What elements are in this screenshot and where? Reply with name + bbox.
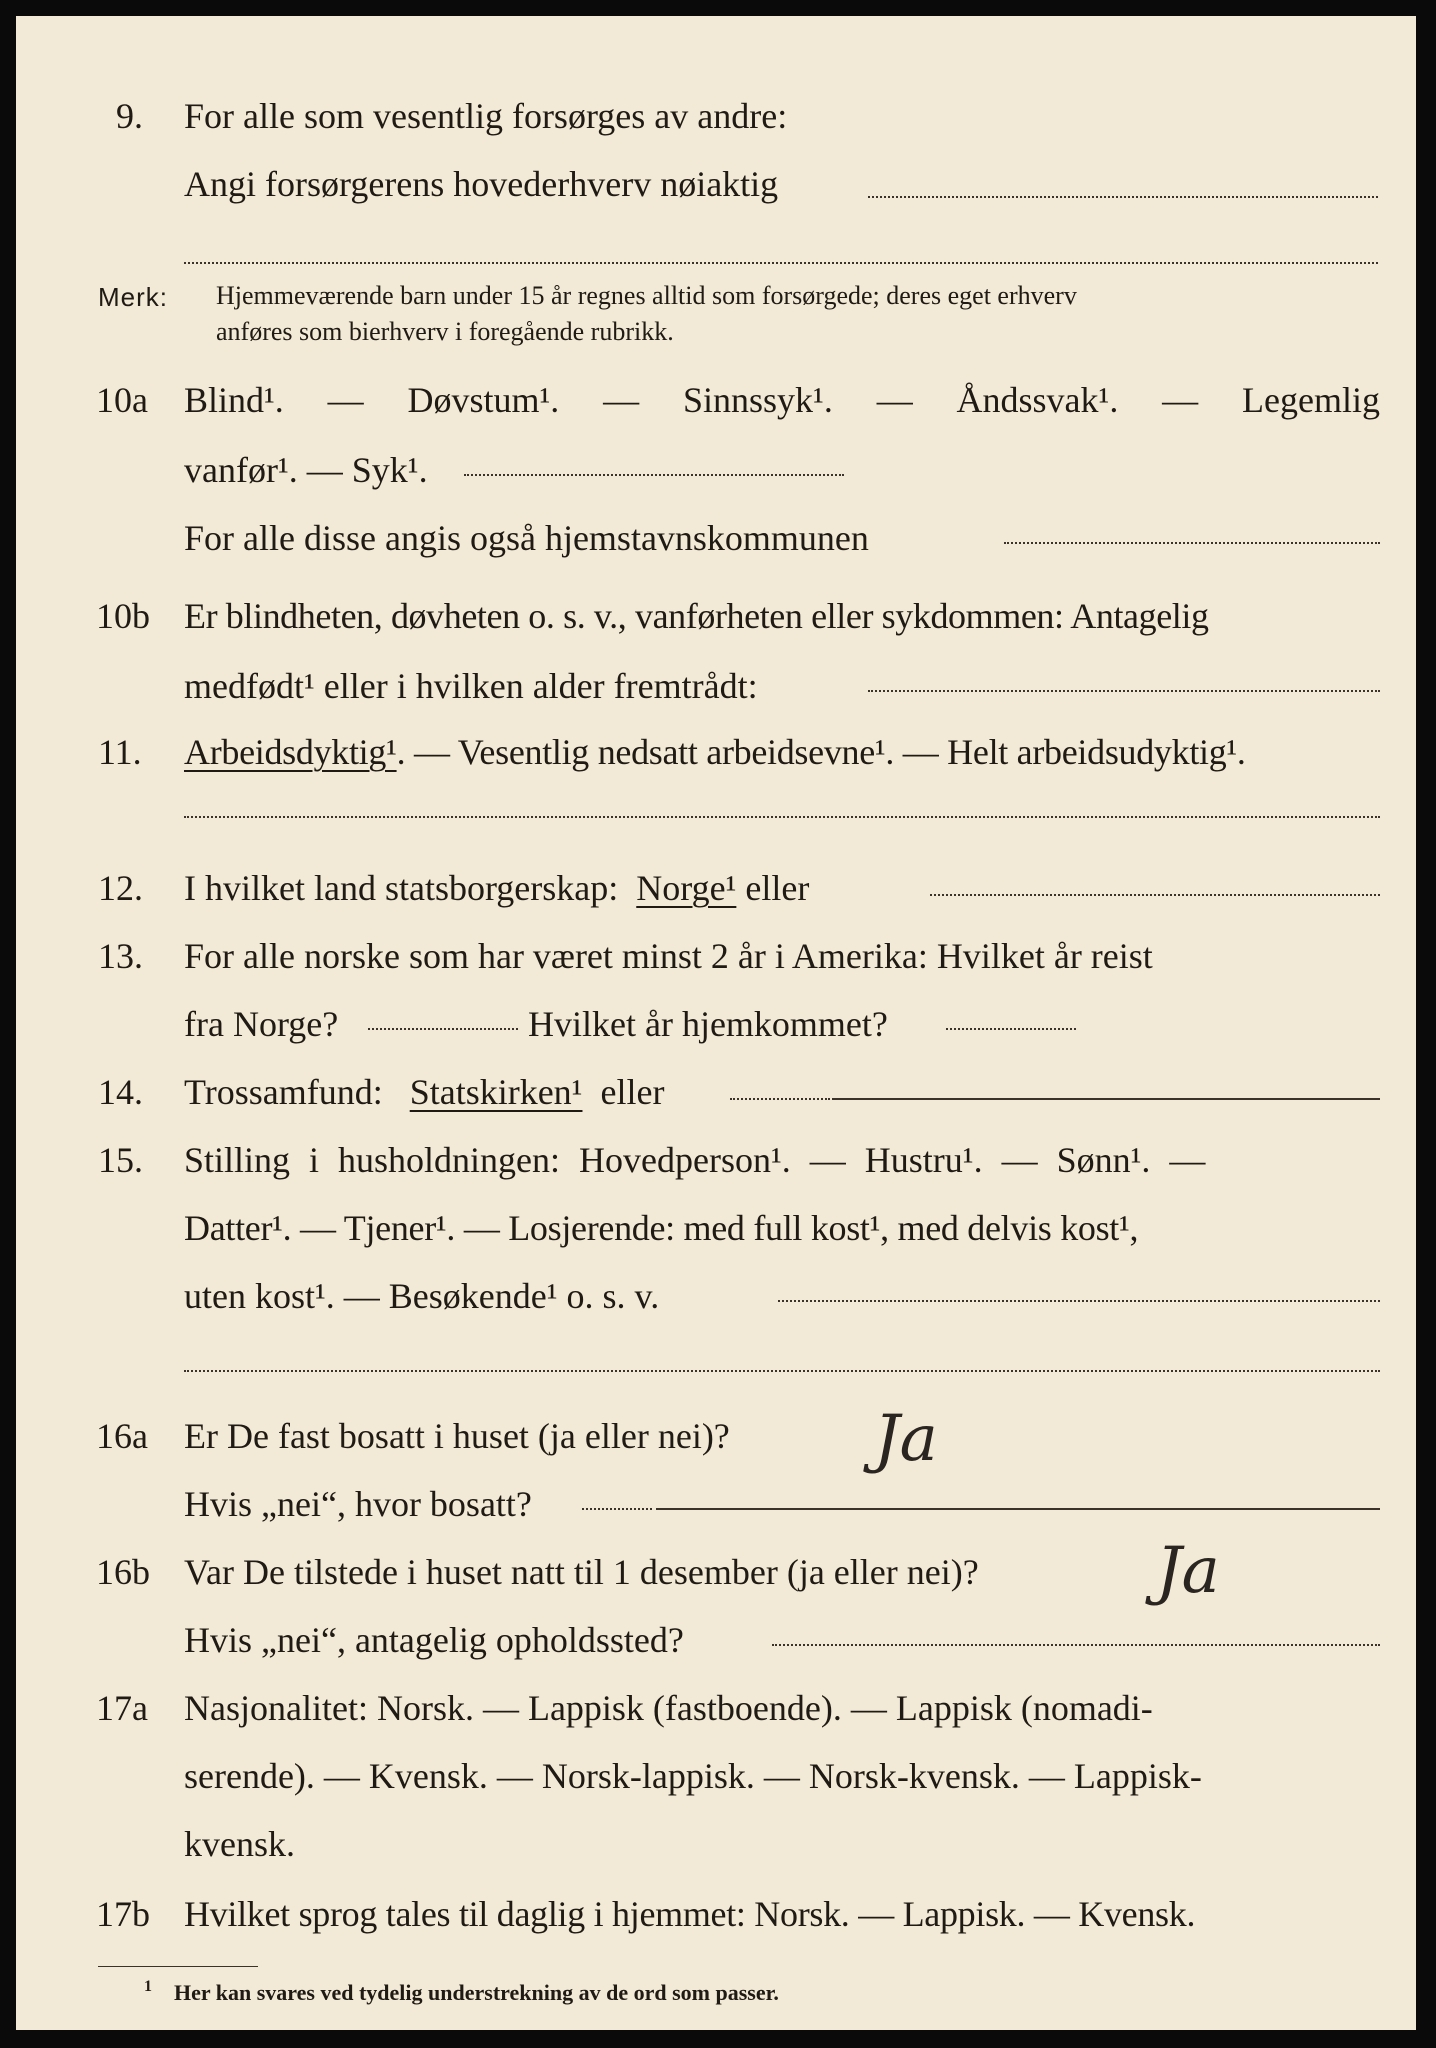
q10a-line2: vanfør¹. — Syk¹. — [184, 450, 428, 490]
q15-line3: uten kost¹. — Besøkende¹ o. s. v. — [184, 1276, 660, 1316]
q13-reist-field[interactable] — [368, 1028, 518, 1030]
q16a-answer-handwriting: Ja — [874, 1402, 938, 1476]
merk-line2: anføres som bierhverv i foregående rubrikk. — [216, 317, 674, 347]
q17a-line2: serende). — Kvensk. — Norsk-lappisk. — Norsk-kvensk. — Lappisk- — [184, 1756, 1202, 1796]
q16b-line1: Var De tilstede i huset natt til 1 desember (ja eller nei)? — [184, 1552, 979, 1592]
q15-line1: Stilling i husholdningen: Hovedperson¹. — Hustru¹. — Sønn¹. — — [184, 1140, 1206, 1180]
q10a-dash: — — [603, 380, 640, 420]
q10a-dash: — — [876, 380, 913, 420]
q14-line — [184, 1074, 664, 1110]
q16a-bosatt-line — [656, 1508, 1380, 1510]
q16b-answer-handwriting: Ja — [1156, 1534, 1220, 1608]
q10a-option-dovstum[interactable]: Døvstum¹. — [407, 380, 560, 420]
q17a-line1: Nasjonalitet: Norsk. — Lappisk (fastboende). — Lappisk (nomadi- — [184, 1688, 1153, 1728]
q14-trossamfund-line — [832, 1098, 1380, 1100]
q10a-option-blind[interactable]: Blind¹. — [184, 380, 284, 420]
q9-answer-field-2[interactable] — [184, 262, 1378, 264]
q10a-dash: — — [327, 380, 364, 420]
q17b-line1: Hvilket sprog tales til daglig i hjemmet: Norsk. — Lappisk. — Kvensk. — [184, 1894, 1196, 1934]
q10a-option-andssvak[interactable]: Åndssvak¹. — [956, 380, 1119, 420]
q13-line1: For alle norske som har været minst 2 år i Amerika: Hvilket år reist — [184, 936, 1153, 976]
q17b-number: 17b — [96, 1894, 150, 1934]
q12-suffix: eller — [745, 868, 810, 908]
q10a-syk-field[interactable] — [464, 474, 844, 476]
q13-line2b: Hvilket år hjemkommet? — [528, 1004, 888, 1044]
q12-option-norge[interactable]: Norge¹ — [636, 868, 737, 908]
q10b-line2: medfødt¹ eller i hvilken alder fremtrådt: — [184, 666, 758, 706]
q9-line1: For alle som vesentlig forsørges av andre: — [184, 96, 788, 136]
q11-line — [184, 734, 1246, 770]
q9-answer-field[interactable] — [868, 196, 1378, 198]
q11-number: 11. — [98, 732, 142, 772]
q16b-number: 16b — [96, 1552, 150, 1592]
q9-number: 9. — [116, 96, 143, 136]
q12-number: 12. — [98, 868, 143, 908]
q14-option-statskirken[interactable]: Statskirken¹ — [409, 1072, 583, 1112]
q10b-number: 10b — [96, 596, 150, 636]
q15-stilling-field-2[interactable] — [184, 1370, 1380, 1372]
q15-stilling-field[interactable] — [778, 1300, 1380, 1302]
q13-hjemkommet-field[interactable] — [946, 1028, 1076, 1030]
q10b-alder-field[interactable] — [868, 690, 1380, 692]
q10a-line1 — [184, 382, 1380, 418]
q10a-option-sinnssyk[interactable]: Sinnssyk¹. — [683, 380, 833, 420]
q16b-line2: Hvis „nei“, antagelig opholdssted? — [184, 1620, 684, 1660]
q12-prefix: I hvilket land statsborgerskap: — [184, 868, 619, 908]
census-form-page — [16, 16, 1416, 2030]
q12-line — [184, 870, 809, 906]
q14-number: 14. — [98, 1072, 143, 1112]
q11-rest: . — Vesentlig nedsatt arbeidsevne¹. — Helt arbeidsudyktig¹. — [396, 732, 1246, 772]
q12-land-field[interactable] — [930, 894, 1380, 896]
q14-suffix: eller — [600, 1072, 665, 1112]
footnote-rule — [98, 1966, 258, 1967]
footnote-text: Her kan svares ved tydelig understrekning av de ord som passer. — [174, 1980, 779, 2005]
q15-line2: Datter¹. — Tjener¹. — Losjerende: med full kost¹, med delvis kost¹, — [184, 1208, 1139, 1248]
q10a-line3: For alle disse angis også hjemstavnskommunen — [184, 518, 869, 558]
q11-answer-field[interactable] — [184, 816, 1380, 818]
merk-note — [216, 278, 1380, 351]
q13-line2a: fra Norge? — [184, 1004, 339, 1044]
q17a-number: 17a — [96, 1688, 148, 1728]
q10a-hjemstavn-field[interactable] — [1004, 542, 1380, 544]
q9-line2: Angi forsørgerens hovederhverv nøiaktig — [184, 164, 779, 204]
q14-prefix: Trossamfund: — [184, 1072, 383, 1112]
q16a-bosatt-field[interactable] — [582, 1508, 652, 1510]
q16a-number: 16a — [96, 1416, 148, 1456]
q11-option-arbeidsdyktig[interactable]: Arbeidsdyktig¹ — [184, 732, 397, 772]
q14-trossamfund-field[interactable] — [730, 1098, 830, 1100]
q10b-line1: Er blindheten, døvheten o. s. v., vanførheten eller sykdommen: Antagelig — [184, 596, 1209, 636]
q16b-opholdssted-field[interactable] — [772, 1644, 1380, 1646]
q10a-number: 10a — [96, 380, 148, 420]
q15-number: 15. — [98, 1140, 143, 1180]
q10a-option-legemlig[interactable]: Legemlig — [1242, 380, 1380, 420]
merk-line1: Hjemmeværende barn under 15 år regnes alltid som forsørgede; deres eget erhverv — [216, 281, 1077, 310]
q16a-line2: Hvis „nei“, hvor bosatt? — [184, 1484, 532, 1524]
merk-label: Merk: — [98, 282, 168, 312]
footnote-mark: 1 — [144, 1978, 152, 1995]
q13-number: 13. — [98, 936, 143, 976]
q16a-line1: Er De fast bosatt i huset (ja eller nei)? — [184, 1416, 730, 1456]
q10a-dash: — — [1162, 380, 1199, 420]
q17a-line3: kvensk. — [184, 1824, 295, 1864]
